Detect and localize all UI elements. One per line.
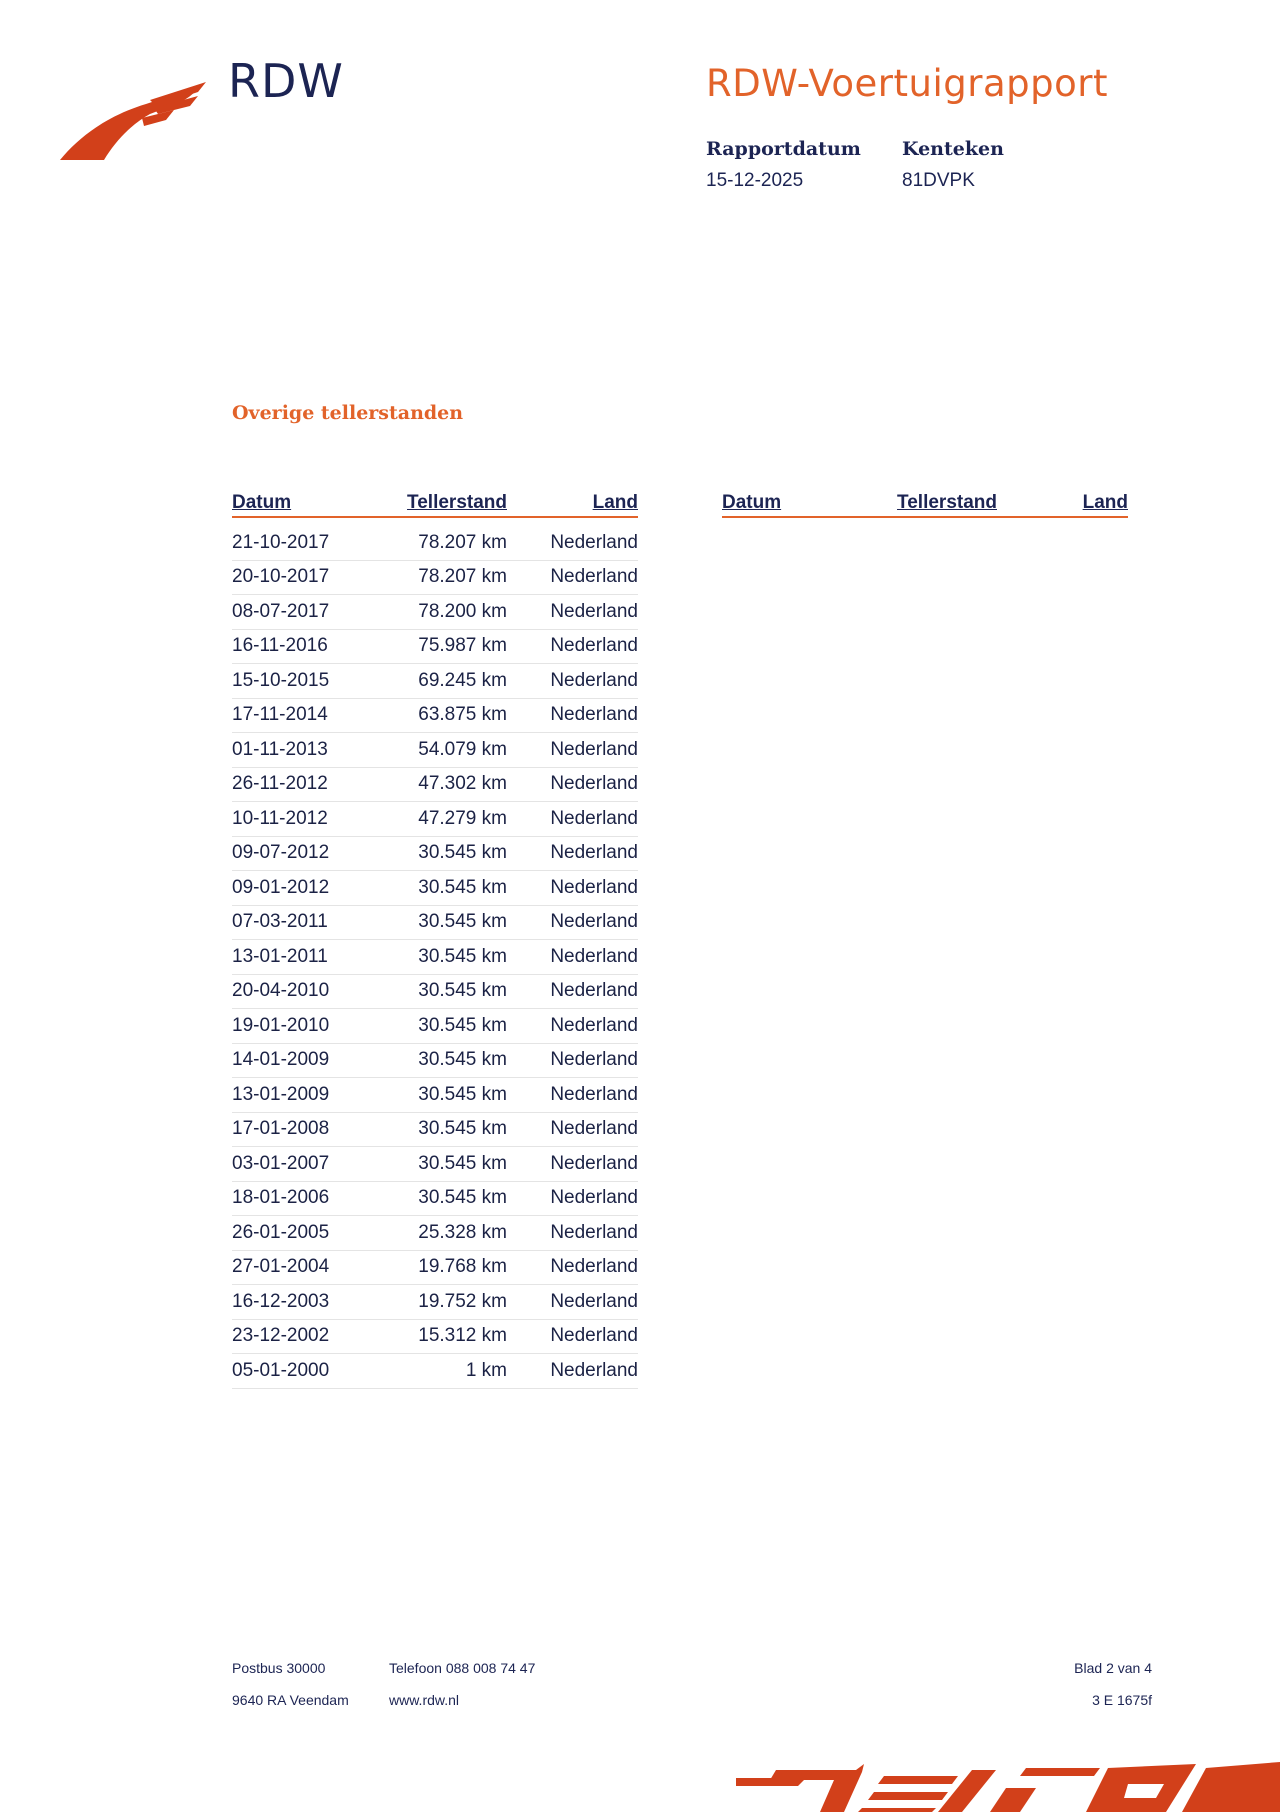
cell-odometer: 78.207 km — [418, 531, 507, 553]
cell-country: Nederland — [550, 1187, 638, 1209]
cell-country: Nederland — [550, 1325, 638, 1347]
cell-odometer: 25.328 km — [418, 1221, 507, 1243]
cell-odometer: 30.545 km — [418, 911, 507, 933]
cell-date: 05-01-2000 — [232, 1359, 330, 1381]
table-row — [232, 526, 638, 561]
cell-country: Nederland — [550, 1049, 638, 1071]
cell-date: 19-01-2010 — [232, 1014, 330, 1036]
odometer-table-right — [722, 488, 1128, 526]
cell-date: 03-01-2007 — [232, 1152, 330, 1174]
cell-country: Nederland — [550, 566, 638, 588]
cell-odometer: 30.545 km — [418, 1049, 507, 1071]
table-row — [232, 837, 638, 872]
cell-country: Nederland — [550, 773, 638, 795]
column-header-country: Land — [592, 492, 638, 513]
cell-odometer: 63.875 km — [418, 704, 507, 726]
cell-country: Nederland — [550, 1290, 638, 1312]
cell-odometer: 30.545 km — [418, 876, 507, 898]
table-row — [232, 1216, 638, 1251]
cell-odometer: 78.207 km — [418, 566, 507, 588]
footer-page-number: Blad 2 van 4 — [1074, 1660, 1152, 1676]
plate-block — [902, 138, 1004, 192]
footer-website[interactable]: www.rdw.nl — [389, 1692, 460, 1708]
odometer-table-left — [232, 488, 638, 1389]
table-row — [232, 561, 638, 596]
cell-country: Nederland — [550, 1152, 638, 1174]
cell-country: Nederland — [550, 807, 638, 829]
rdw-logo-icon — [58, 80, 208, 162]
cell-odometer: 30.545 km — [418, 1187, 507, 1209]
decorative-stripes-icon — [736, 1762, 1280, 1812]
cell-odometer: 47.302 km — [418, 773, 507, 795]
table-row — [232, 1009, 638, 1044]
plate-value: 81DVPK — [902, 170, 975, 191]
cell-date: 21-10-2017 — [232, 531, 330, 553]
brand-name: RDW — [228, 54, 344, 108]
cell-date: 09-01-2012 — [232, 876, 330, 898]
column-header-date: Datum — [232, 492, 292, 513]
table-row — [232, 1285, 638, 1320]
cell-country: Nederland — [550, 980, 638, 1002]
cell-odometer: 75.987 km — [418, 635, 507, 657]
section-title: Overige tellerstanden — [232, 402, 464, 424]
column-header-odometer: Tellerstand — [407, 492, 507, 513]
cell-country: Nederland — [550, 531, 638, 553]
cell-odometer: 30.545 km — [418, 1014, 507, 1036]
cell-odometer: 78.200 km — [418, 600, 507, 622]
cell-odometer: 15.312 km — [418, 1325, 507, 1347]
cell-odometer: 47.279 km — [418, 807, 507, 829]
cell-date: 27-01-2004 — [232, 1256, 330, 1278]
cell-country: Nederland — [550, 945, 638, 967]
table-row — [232, 1078, 638, 1113]
cell-odometer: 1 km — [465, 1359, 507, 1381]
column-header-country: Land — [1082, 492, 1128, 513]
cell-odometer: 69.245 km — [418, 669, 507, 691]
cell-country: Nederland — [550, 635, 638, 657]
table-row — [232, 1320, 638, 1355]
table-row — [232, 1354, 638, 1389]
cell-date: 26-01-2005 — [232, 1221, 330, 1243]
table-header — [232, 488, 638, 518]
cell-date: 26-11-2012 — [232, 773, 328, 795]
cell-odometer: 30.545 km — [418, 1152, 507, 1174]
column-header-odometer: Tellerstand — [897, 492, 997, 513]
table-row — [232, 768, 638, 803]
footer-phone: Telefoon 088 008 74 47 — [389, 1660, 536, 1676]
cell-country: Nederland — [550, 1118, 638, 1140]
cell-date: 15-10-2015 — [232, 669, 330, 691]
cell-country: Nederland — [550, 842, 638, 864]
table-row — [232, 1044, 638, 1079]
cell-odometer: 30.545 km — [418, 842, 507, 864]
table-row — [232, 595, 638, 630]
table-row — [232, 664, 638, 699]
cell-country: Nederland — [550, 669, 638, 691]
page-title: RDW-Voertuigrapport — [706, 62, 1108, 105]
cell-date: 17-11-2014 — [232, 704, 328, 726]
footer-address: 9640 RA Veendam — [232, 1692, 349, 1708]
cell-odometer: 30.545 km — [418, 1083, 507, 1105]
footer-code: 3 E 1675f — [1092, 1692, 1152, 1708]
plate-label: Kenteken — [902, 138, 1004, 160]
cell-country: Nederland — [550, 600, 638, 622]
cell-date: 10-11-2012 — [232, 807, 328, 829]
table-row — [232, 1113, 638, 1148]
table-row — [232, 940, 638, 975]
cell-date: 16-11-2016 — [232, 635, 328, 657]
cell-date: 13-01-2009 — [232, 1083, 330, 1105]
cell-date: 13-01-2011 — [232, 945, 328, 967]
cell-date: 20-10-2017 — [232, 566, 330, 588]
report-date-value: 15-12-2025 — [706, 170, 804, 191]
table-row — [232, 699, 638, 734]
table-row — [232, 733, 638, 768]
table-row — [232, 1147, 638, 1182]
cell-odometer: 30.545 km — [418, 1118, 507, 1140]
table-row — [232, 906, 638, 941]
report-date-block — [706, 138, 861, 192]
table-row — [232, 871, 638, 906]
cell-country: Nederland — [550, 738, 638, 760]
table-header — [722, 488, 1128, 518]
table-row — [232, 1182, 638, 1217]
cell-date: 20-04-2010 — [232, 980, 330, 1002]
table-row — [232, 1251, 638, 1286]
cell-country: Nederland — [550, 876, 638, 898]
cell-date: 01-11-2013 — [232, 738, 328, 760]
report-date-label: Rapportdatum — [706, 138, 861, 160]
cell-country: Nederland — [550, 1083, 638, 1105]
cell-date: 18-01-2006 — [232, 1187, 330, 1209]
table-row — [232, 802, 638, 837]
cell-date: 07-03-2011 — [232, 911, 328, 933]
cell-odometer: 30.545 km — [418, 980, 507, 1002]
table-row — [232, 975, 638, 1010]
cell-odometer: 19.752 km — [418, 1290, 507, 1312]
table-row — [232, 630, 638, 665]
cell-date: 23-12-2002 — [232, 1325, 330, 1347]
cell-country: Nederland — [550, 1221, 638, 1243]
cell-country: Nederland — [550, 704, 638, 726]
cell-date: 17-01-2008 — [232, 1118, 330, 1140]
cell-country: Nederland — [550, 911, 638, 933]
cell-country: Nederland — [550, 1014, 638, 1036]
cell-country: Nederland — [550, 1256, 638, 1278]
cell-odometer: 54.079 km — [418, 738, 507, 760]
cell-country: Nederland — [550, 1359, 638, 1381]
column-header-date: Datum — [722, 492, 782, 513]
cell-date: 08-07-2017 — [232, 600, 330, 622]
cell-odometer: 30.545 km — [418, 945, 507, 967]
cell-date: 16-12-2003 — [232, 1290, 330, 1312]
cell-date: 09-07-2012 — [232, 842, 330, 864]
table-body — [232, 526, 638, 1389]
footer-postbus: Postbus 30000 — [232, 1660, 326, 1676]
cell-date: 14-01-2009 — [232, 1049, 330, 1071]
cell-odometer: 19.768 km — [418, 1256, 507, 1278]
